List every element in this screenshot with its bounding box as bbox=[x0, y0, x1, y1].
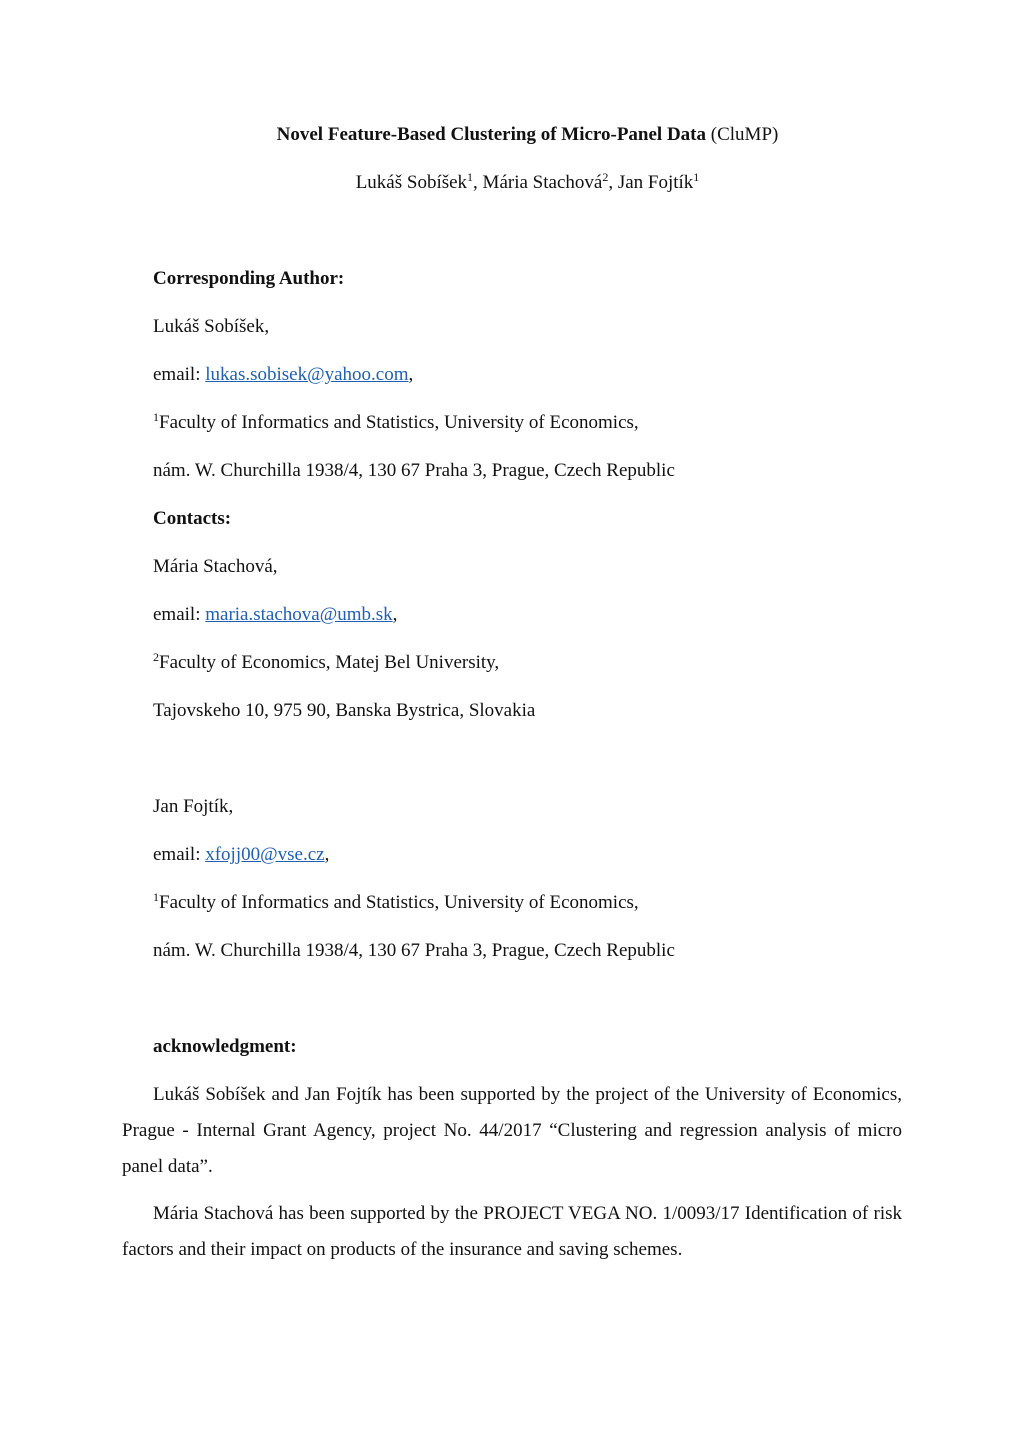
corresponding-author-affiliation bbox=[153, 411, 639, 435]
affiliation-text: Faculty of Economics, Matej Bel University, bbox=[159, 652, 500, 673]
author-separator: , bbox=[608, 172, 618, 193]
email-link[interactable]: maria.stachova@umb.sk bbox=[205, 604, 393, 625]
affiliation-text: Faculty of Informatics and Statistics, University of Economics, bbox=[159, 412, 639, 433]
email-label: email: bbox=[153, 364, 201, 385]
contact-email-line bbox=[153, 843, 329, 867]
contact-address: nám. W. Churchilla 1938/4, 130 67 Praha 3, Prague, Czech Republic bbox=[153, 940, 675, 961]
author-affiliation-marker: 1 bbox=[693, 170, 700, 184]
contact-affiliation bbox=[153, 891, 639, 915]
contact-address: Tajovskeho 10, 975 90, Banska Bystrica, Slovakia bbox=[153, 700, 536, 721]
corresponding-author-heading: Corresponding Author: bbox=[153, 268, 345, 289]
corresponding-author-address: nám. W. Churchilla 1938/4, 130 67 Praha 3, Prague, Czech Republic bbox=[153, 460, 675, 481]
email-link[interactable]: xfojj00@vse.cz bbox=[205, 844, 325, 865]
affiliation-marker: 1 bbox=[153, 410, 159, 424]
author-separator: , bbox=[473, 172, 483, 193]
affiliation-marker: 2 bbox=[153, 650, 159, 664]
email-trail: , bbox=[392, 604, 398, 625]
author-list bbox=[0, 171, 1024, 195]
email-trail: , bbox=[324, 844, 330, 865]
affiliation-text: Faculty of Informatics and Statistics, University of Economics, bbox=[159, 892, 639, 913]
email-trail: , bbox=[408, 364, 414, 385]
paper-title-acronym: (CluMP) bbox=[710, 124, 779, 145]
email-link[interactable]: lukas.sobisek@yahoo.com bbox=[205, 364, 409, 385]
author-name: Mária Stachová bbox=[482, 172, 603, 193]
contact-name: Jan Fojtík, bbox=[153, 796, 234, 817]
affiliation-marker: 1 bbox=[153, 890, 159, 904]
acknowledgment-paragraph: Lukáš Sobíšek and Jan Fojtík has been supported by the project of the University of Economics, Prague - Internal Grant Agency, project No. 44/2017 “Clustering and regression analysis of micro panel data”. bbox=[122, 1084, 902, 1177]
author-name: Lukáš Sobíšek bbox=[355, 172, 468, 193]
author-affiliation-marker: 1 bbox=[467, 170, 474, 184]
corresponding-author-email-line bbox=[153, 363, 413, 387]
acknowledgment-heading: acknowledgment: bbox=[153, 1036, 297, 1057]
contacts-heading: Contacts: bbox=[153, 508, 232, 529]
email-label: email: bbox=[153, 844, 201, 865]
acknowledgment-paragraph: Mária Stachová has been supported by the PROJECT VEGA NO. 1/0093/17 Identification of risk factors and their impact on products of the insurance and saving schemes. bbox=[122, 1203, 902, 1260]
contact-affiliation bbox=[153, 651, 499, 675]
email-label: email: bbox=[153, 604, 201, 625]
paper-title bbox=[0, 123, 1024, 147]
author-name: Jan Fojtík bbox=[617, 172, 694, 193]
contact-email-line bbox=[153, 603, 397, 627]
contact-name: Mária Stachová, bbox=[153, 556, 278, 577]
paper-title-main: Novel Feature-Based Clustering of Micro-Panel Data bbox=[276, 124, 707, 145]
corresponding-author-name: Lukáš Sobíšek, bbox=[153, 316, 270, 337]
author-affiliation-marker: 2 bbox=[602, 170, 609, 184]
